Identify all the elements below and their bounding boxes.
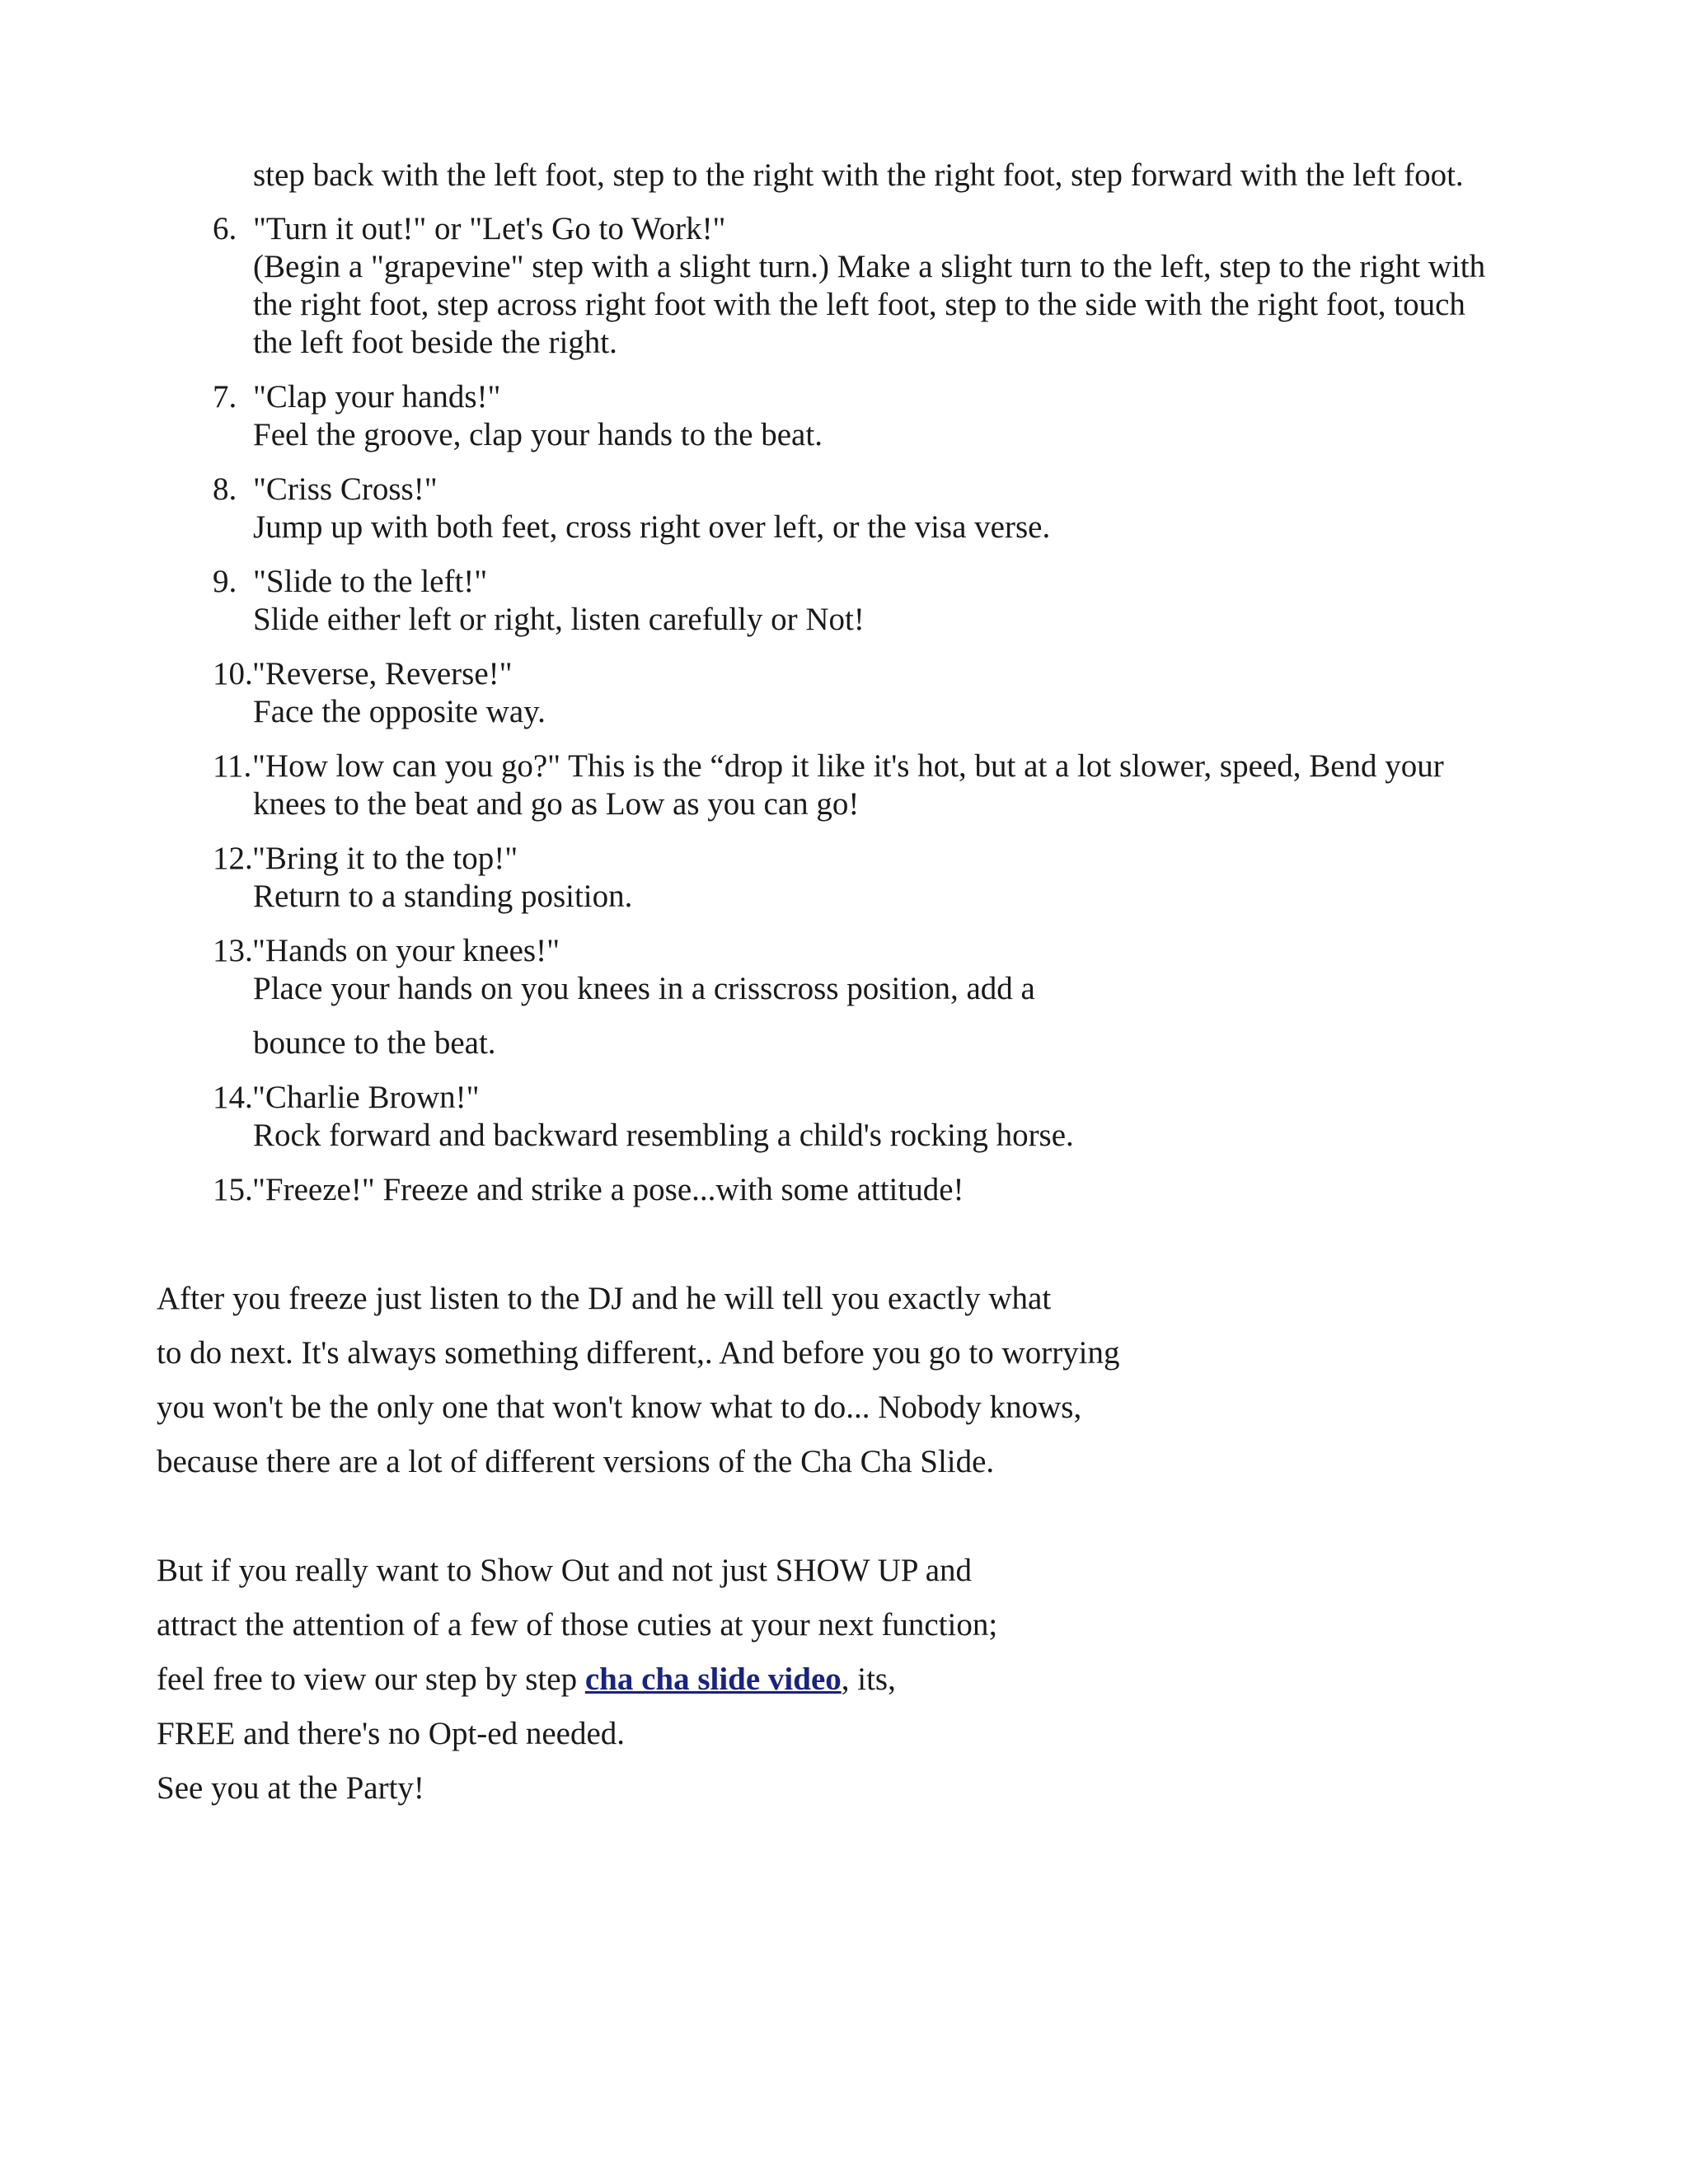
step-number: 13. bbox=[213, 933, 253, 968]
step-text: Slide either left or right, listen carefully or Not! bbox=[253, 602, 865, 637]
step-title: "Hands on your knees!" bbox=[252, 933, 560, 968]
paragraph-line: because there are a lot of different versions of the Cha Cha Slide. bbox=[157, 1444, 995, 1479]
step-text: the right foot, step across right foot with the left foot, step to the side with the right foot, touch bbox=[253, 287, 1465, 322]
paragraph-line: FREE and there's no Opt-ed needed. bbox=[157, 1716, 626, 1751]
step-title: "Bring it to the top!" bbox=[252, 841, 518, 876]
step-text: Feel the groove, clap your hands to the beat. bbox=[253, 417, 823, 452]
step-number: 15. bbox=[213, 1172, 253, 1207]
step-title: "How low can you go?" This is the “drop it like it's hot, but at a lot slower, speed, Bend your bbox=[252, 748, 1444, 784]
step-text: Return to a standing position. bbox=[253, 879, 633, 914]
step-number: 12. bbox=[213, 841, 253, 876]
step-title: "Slide to the left!" bbox=[253, 564, 488, 599]
step-text: Place your hands on you knees in a crisscross position, add a bbox=[253, 971, 1035, 1006]
step-title: "Turn it out!" or "Let's Go to Work!" bbox=[253, 211, 726, 246]
paragraph-line: See you at the Party! bbox=[157, 1770, 424, 1806]
paragraph-line: But if you really want to Show Out and not just SHOW UP and bbox=[157, 1553, 973, 1588]
step-title: "Clap your hands!" bbox=[253, 379, 501, 415]
step-number: 8. bbox=[213, 471, 237, 507]
step-number: 10. bbox=[213, 656, 253, 691]
step-title: "Criss Cross!" bbox=[253, 471, 438, 507]
step-text: the left foot beside the right. bbox=[253, 325, 617, 360]
step-number: 9. bbox=[213, 564, 237, 599]
step-text: (Begin a "grapevine" step with a slight turn.) Make a slight turn to the left, step to the right with bbox=[253, 249, 1486, 284]
step-text: knees to the beat and go as Low as you can go! bbox=[253, 786, 860, 822]
paragraph-text: feel free to view our step by step bbox=[157, 1661, 585, 1697]
paragraph-line: to do next. It's always something different,. And before you go to worrying bbox=[157, 1335, 1120, 1371]
step-number: 14. bbox=[213, 1080, 253, 1115]
paragraph-line: After you freeze just listen to the DJ and he will tell you exactly what bbox=[157, 1281, 1052, 1316]
step-text: bounce to the beat. bbox=[253, 1025, 496, 1061]
cha-cha-slide-video-link[interactable]: cha cha slide video bbox=[584, 1661, 842, 1697]
step-title: "Charlie Brown!" bbox=[252, 1080, 480, 1115]
paragraph-line: you won't be the only one that won't know what to do... Nobody knows, bbox=[157, 1390, 1082, 1425]
step-title: "Reverse, Reverse!" bbox=[252, 656, 513, 691]
paragraph-line: attract the attention of a few of those cuties at your next function; bbox=[157, 1607, 998, 1643]
step-number: 6. bbox=[213, 211, 237, 246]
step-5-continuation: step back with the left foot, step to the right with the right foot, step forward with the left foot. bbox=[253, 157, 1464, 193]
step-text: Rock forward and backward resembling a child's rocking horse. bbox=[253, 1118, 1074, 1153]
step-number: 7. bbox=[213, 379, 237, 415]
step-text: Jump up with both feet, cross right over left, or the visa verse. bbox=[253, 509, 1051, 545]
step-number: 11. bbox=[213, 748, 252, 784]
step-text: Face the opposite way. bbox=[253, 694, 546, 729]
step-title: "Freeze!" Freeze and strike a pose...with some attitude! bbox=[252, 1172, 964, 1207]
paragraph-line-with-link bbox=[157, 1661, 896, 1699]
paragraph-text: , its, bbox=[841, 1661, 896, 1697]
